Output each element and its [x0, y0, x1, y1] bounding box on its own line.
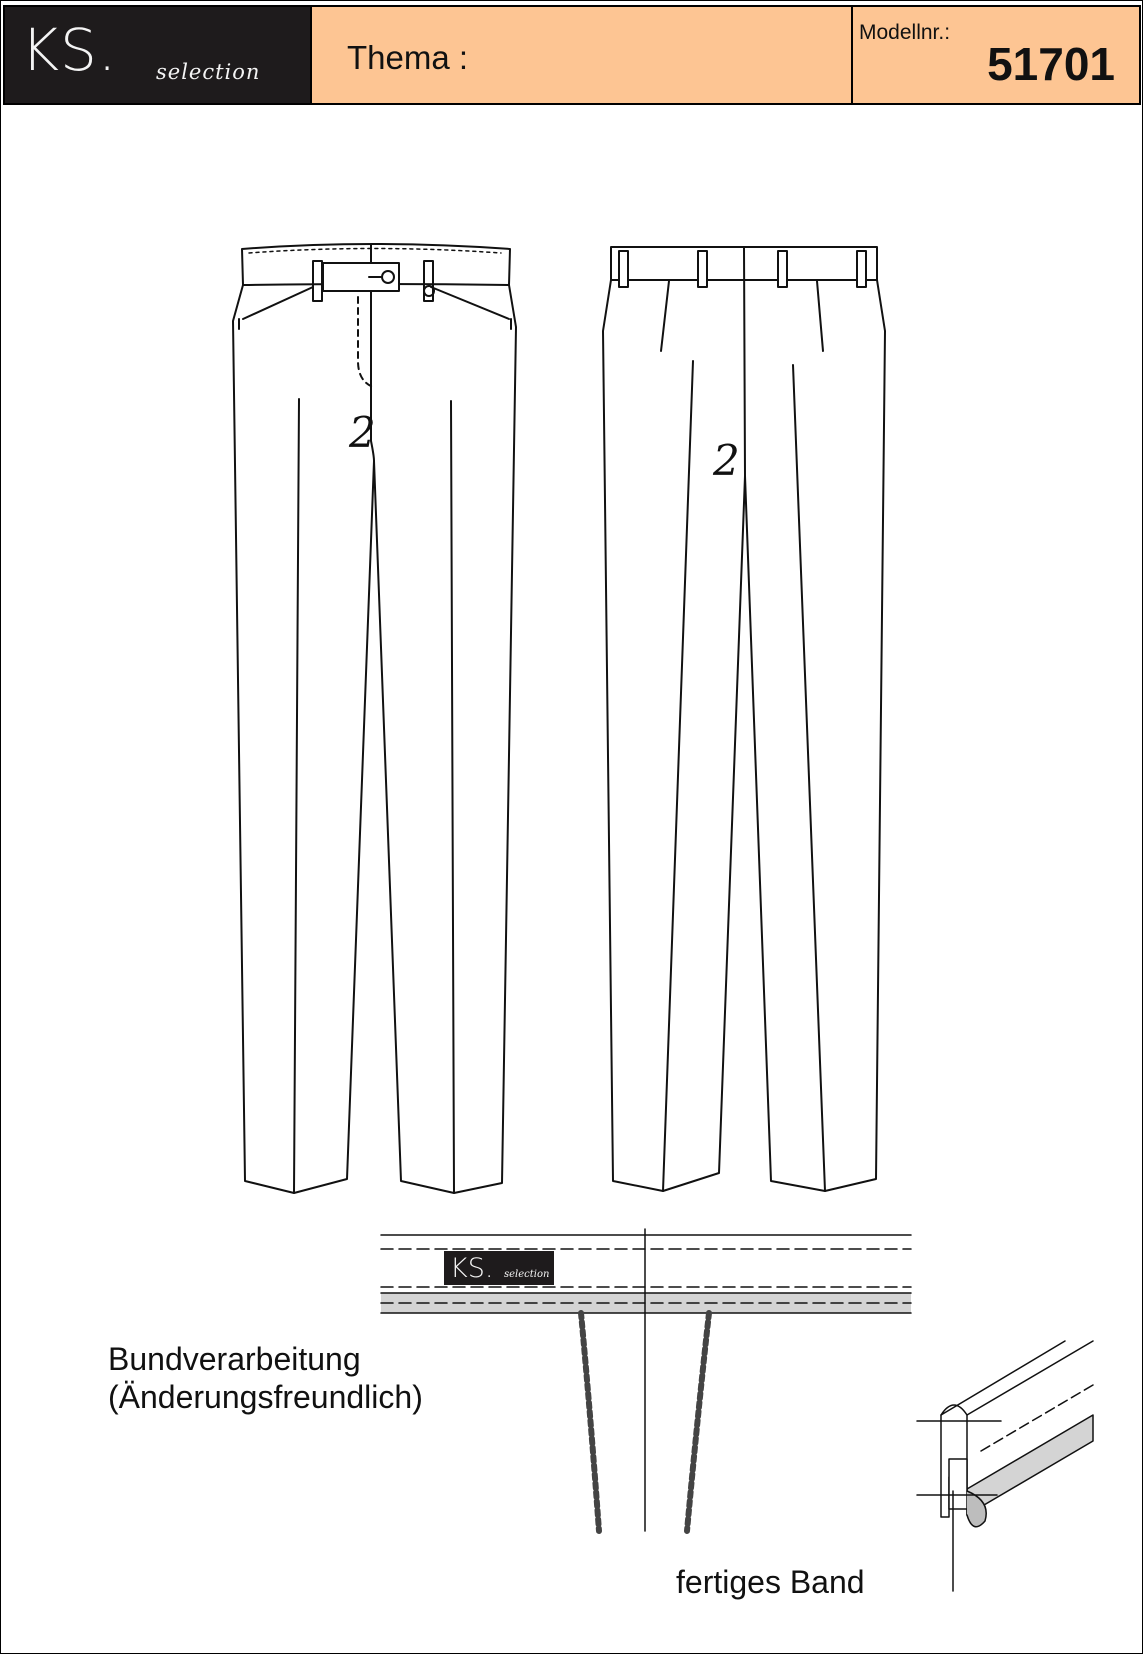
finished-band-caption: fertiges Band: [676, 1564, 865, 1600]
trousers-front-view: [233, 244, 516, 1193]
right-front-crease: [451, 401, 454, 1193]
trousers-back-view: [603, 247, 885, 1191]
left-pocket-line: [243, 287, 313, 319]
back-belt-loop-1: [619, 251, 628, 287]
back-belt-loop-4: [857, 251, 866, 287]
waistband-caption-line1: Bundverarbeitung: [108, 1341, 361, 1377]
logo-subtitle: selection: [156, 60, 261, 84]
back-belt-loop-2: [698, 251, 707, 287]
back-right-dart: [817, 281, 823, 351]
left-front-crease: [294, 399, 299, 1193]
back-size-mark: 2: [713, 436, 740, 485]
right-pocket-line: [431, 287, 509, 319]
front-waistband-tab: [323, 263, 399, 291]
front-waistband-topstitch: [249, 249, 501, 254]
model-number-label: Modellnr.:: [859, 21, 951, 44]
mini-logo-subtitle: selection: [504, 1269, 550, 1280]
back-belt-loop-3: [778, 251, 787, 287]
model-number-value: 51701: [987, 38, 1115, 90]
band-3d-insert: [949, 1459, 967, 1509]
waistband-label-logo: [444, 1251, 554, 1285]
logo-wordmark: KS.: [21, 16, 118, 84]
thema-label: Thema :: [347, 39, 469, 76]
back-right-crease: [793, 365, 825, 1191]
band-3d-upper: [941, 1341, 1093, 1415]
waistband-caption-line2: (Änderungsfreundlich): [108, 1379, 423, 1415]
front-size-mark: 2: [349, 408, 376, 457]
back-center-seam: [744, 247, 745, 476]
band-3d-lower-shaded: [967, 1415, 1093, 1515]
back-left-dart: [661, 281, 669, 351]
mini-logo-wordmark: KS.: [450, 1253, 494, 1284]
back-left-crease: [663, 361, 693, 1191]
detail-right-overlock: [687, 1313, 709, 1531]
front-belt-loop-left: [313, 261, 322, 301]
band-3d-front-left: [941, 1415, 949, 1517]
detail-left-overlock: [581, 1313, 599, 1531]
